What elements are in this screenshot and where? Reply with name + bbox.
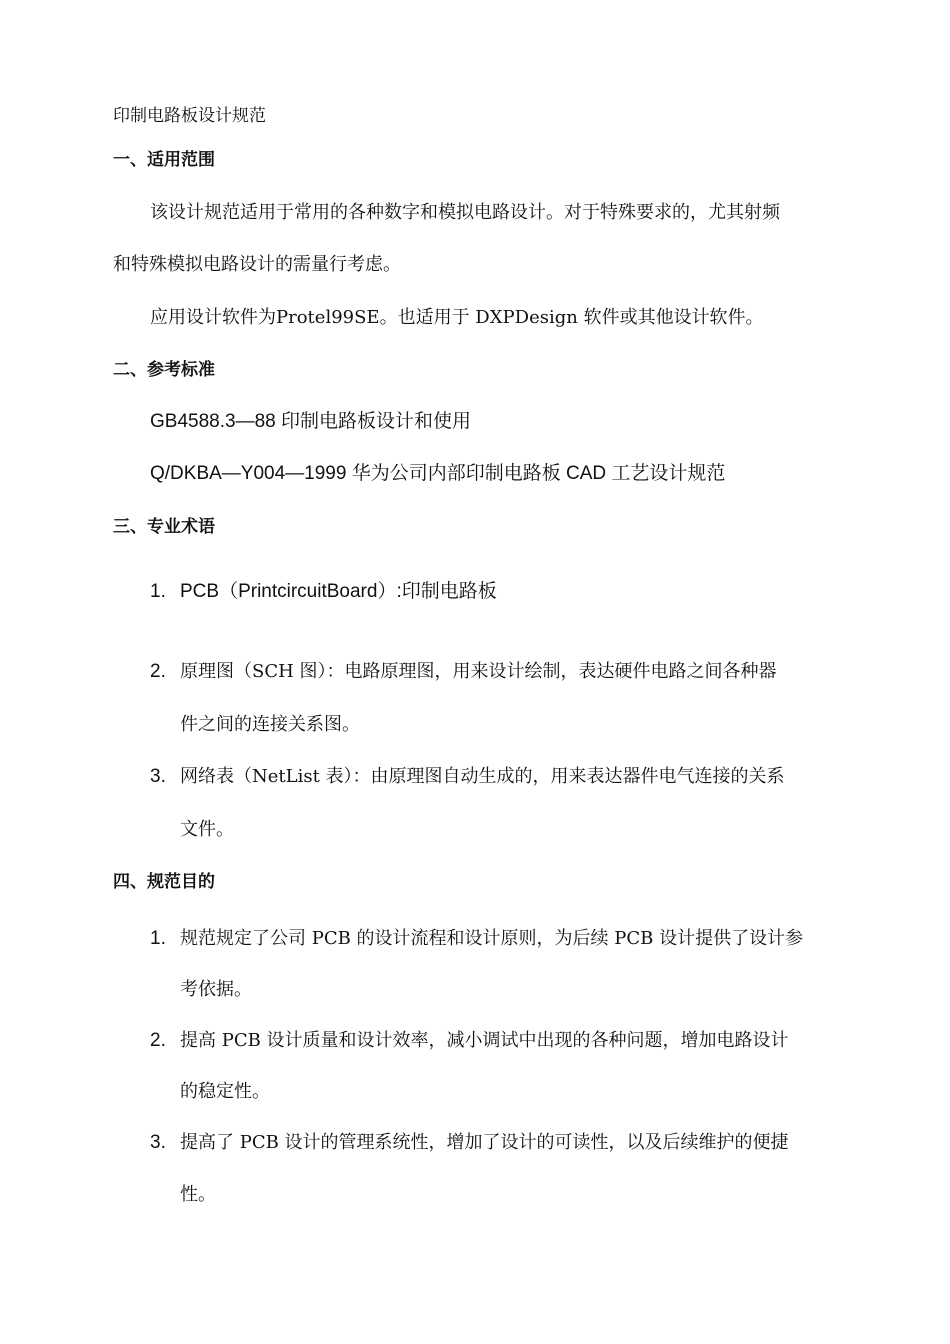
paragraph-line: 该设计规范适用于常用的各种数字和模拟电路设计。对于特殊要求的，尤其射频 — [150, 202, 780, 223]
list-item-text: 原理图（SCH 图）：电路原理图，用来设计绘制，表达硬件电路之间各种器 — [180, 661, 777, 682]
section-heading-references: 二、参考标准 — [113, 360, 215, 380]
list-item-continuation: 性。 — [180, 1184, 216, 1205]
list-item-continuation: 文件。 — [180, 819, 234, 840]
list-item — [150, 1131, 789, 1155]
list-item-number: 1. — [150, 928, 166, 949]
list-item — [150, 660, 777, 684]
list-item-text: 规范规定了公司 PCB 的设计流程和设计原则，为后续 PCB 设计提供了设计参 — [180, 928, 804, 949]
list-item — [150, 927, 803, 951]
list-item-continuation: 考依据。 — [180, 979, 252, 1000]
list-item-text: 网络表（NetList 表）：由原理图自动生成的，用来表达器件电气连接的关系 — [180, 766, 785, 787]
paragraph-line: 和特殊模拟电路设计的需量行考虑。 — [113, 254, 401, 275]
list-item-number: 3. — [150, 766, 166, 787]
list-item — [150, 1029, 789, 1053]
list-item-number: 3. — [150, 1132, 166, 1153]
list-item-continuation: 件之间的连接关系图。 — [180, 714, 360, 735]
list-item-number: 2. — [150, 661, 166, 682]
section-heading-purpose: 四、规范目的 — [113, 872, 215, 892]
paragraph-line: 应用设计软件为Protel99SE。也适用于 DXPDesign 软件或其他设计软件。 — [150, 307, 764, 328]
reference-item: Q/DKBA—Y004—1999 华为公司内部印制电路板 CAD 工艺设计规范 — [150, 463, 726, 484]
reference-item: GB4588.3—88 印制电路板设计和使用 — [150, 411, 471, 432]
list-item-continuation: 的稳定性。 — [180, 1081, 270, 1102]
list-item-text: PCB（PrintcircuitBoard）:印制电路板 — [180, 581, 497, 602]
list-item-text: 提高 PCB 设计质量和设计效率，减小调试中出现的各种问题，增加电路设计 — [180, 1030, 789, 1051]
section-heading-scope: 一、适用范围 — [113, 150, 215, 170]
section-heading-terms: 三、专业术语 — [113, 517, 215, 537]
list-item-number: 1. — [150, 581, 166, 602]
document-title: 印制电路板设计规范 — [113, 106, 266, 126]
list-item-number: 2. — [150, 1030, 166, 1051]
list-item-text: 提高了 PCB 设计的管理系统性，增加了设计的可读性，以及后续维护的便捷 — [180, 1132, 789, 1153]
list-item — [150, 580, 497, 604]
list-item — [150, 765, 785, 789]
